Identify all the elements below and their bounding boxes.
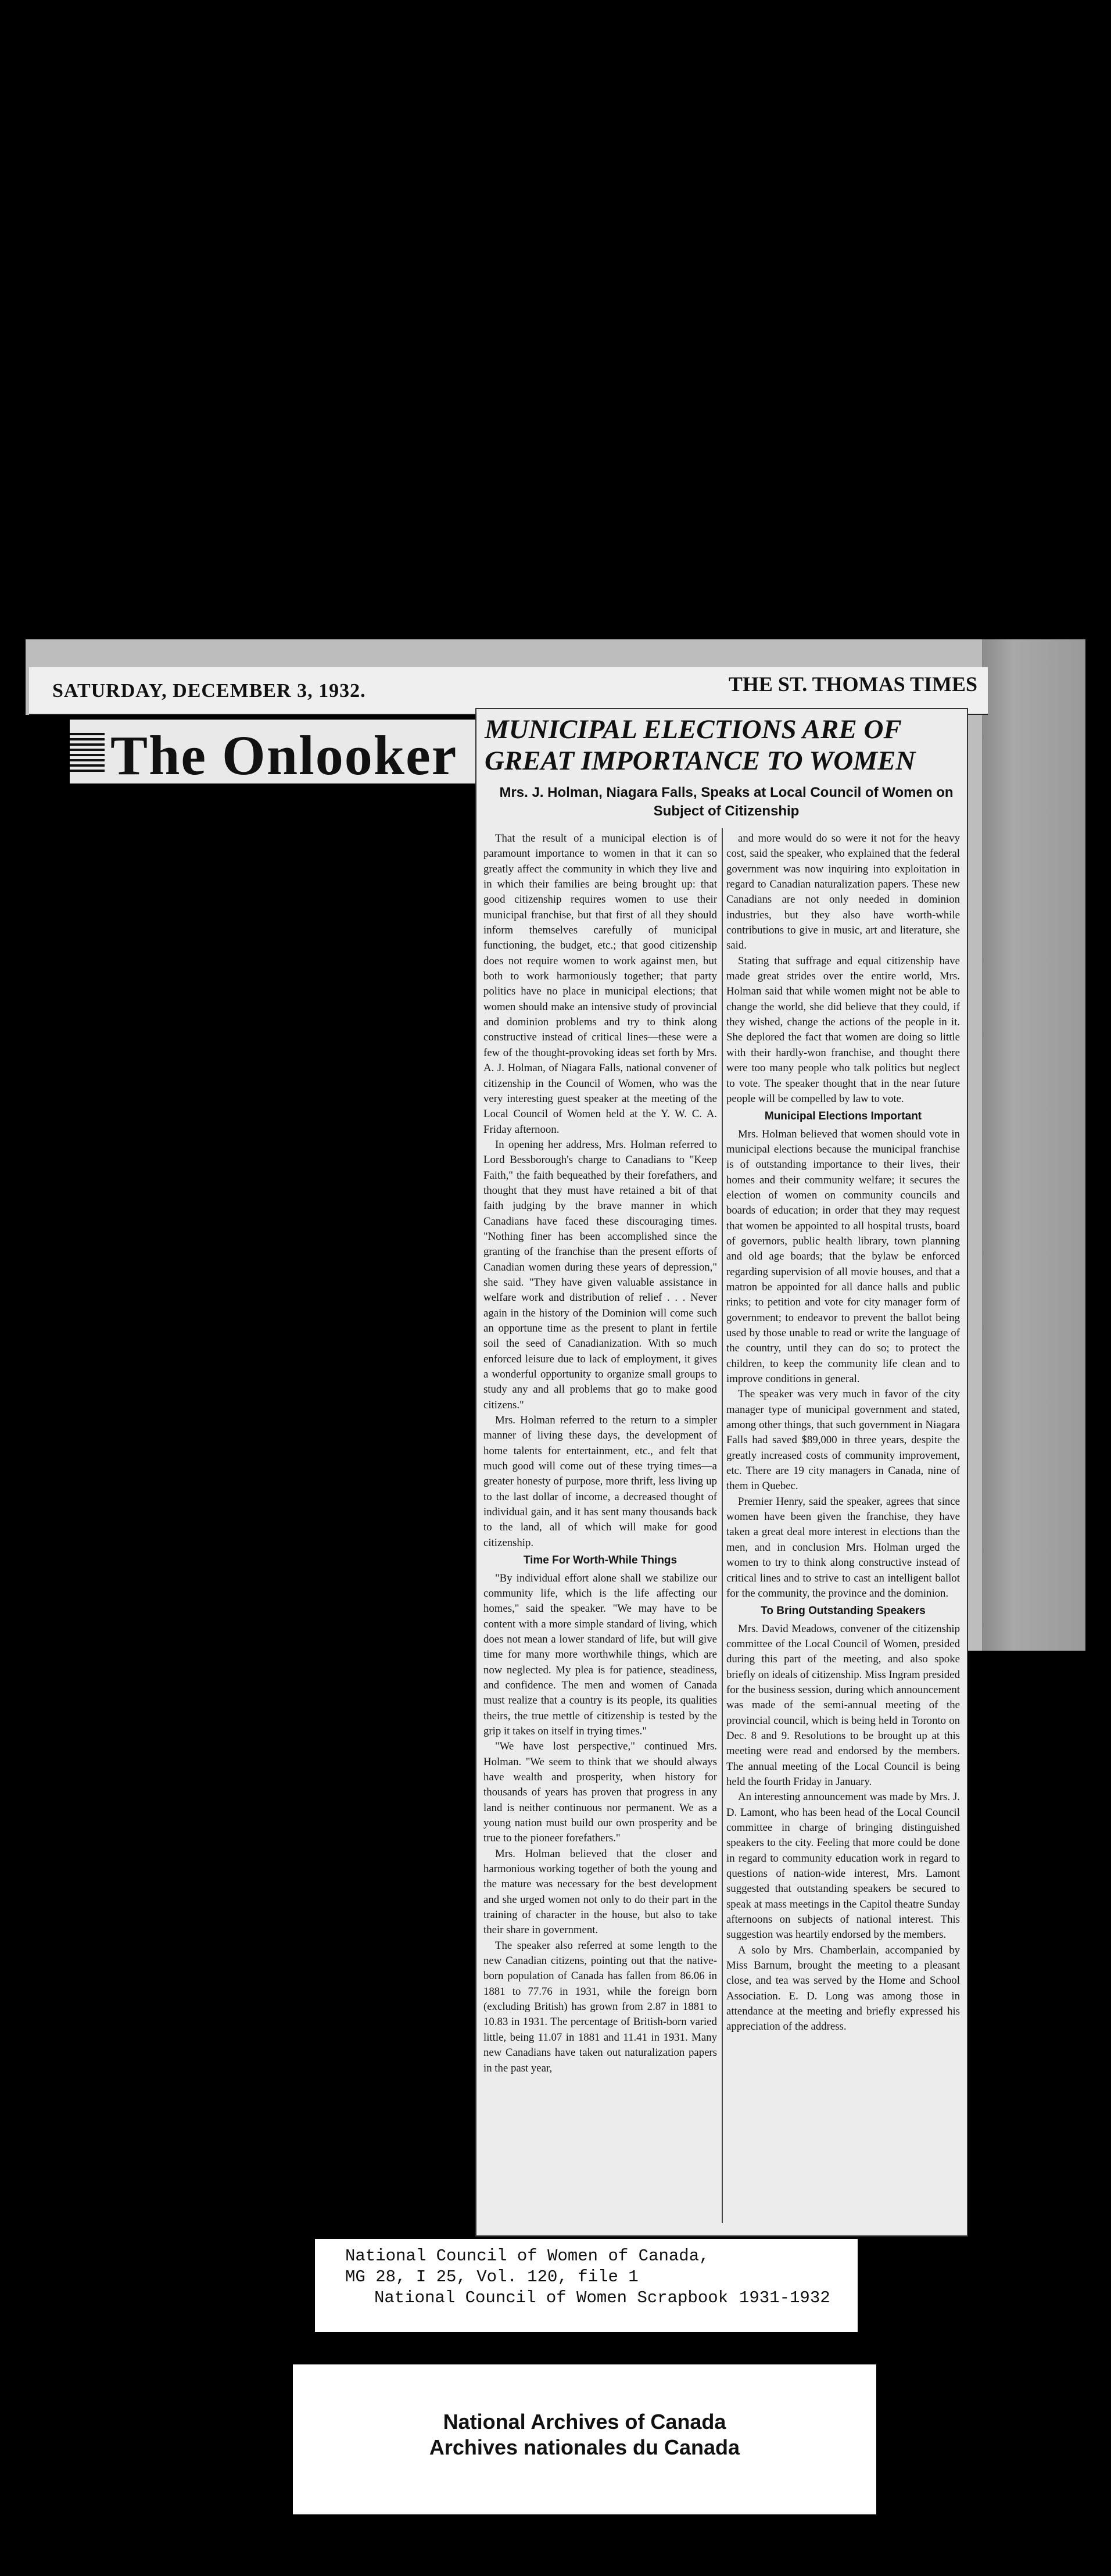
article-paragraph: A solo by Mrs. Chamberlain, accompanied by Miss Barnum, brought the meeting to a pleasant close, and tea was served by the Home and School Association. E. D. Long was among those in attendance at the meeting and briefly expressed his appreciation of the address. xyxy=(726,1944,960,2033)
archives-name-fr: Archives nationales du Canada xyxy=(429,2435,740,2459)
scrapbook-page-edge xyxy=(982,639,1085,1651)
article-column-right xyxy=(726,831,960,2035)
column-title: The Onlooker xyxy=(110,724,458,786)
catalog-label xyxy=(315,2239,858,2332)
article-headline: MUNICIPAL ELECTIONS ARE OF GREAT IMPORTANCE TO WOMEN xyxy=(485,714,916,776)
article-column-left xyxy=(483,831,717,2076)
black-mat xyxy=(0,715,475,1651)
article-clipping xyxy=(475,708,968,2237)
catalog-line-2: MG 28, I 25, Vol. 120, file 1 xyxy=(345,2267,639,2287)
article-paragraph: The speaker was very much in favor of the city manager type of municipal government and stated, among other things, that such government in Niagara Falls had saved $89,000 in three years, despite the greatly increased costs of community improvement, etc. There are 19 city managers in Canada, nine of them in Quebec. xyxy=(726,1388,960,1493)
column-divider xyxy=(722,828,723,2223)
catalog-line-3: National Council of Women Scrapbook xyxy=(374,2288,729,2307)
article-paragraph: Mrs. Holman referred to the return to a simpler manner of living these days, the development of home talents for entertainment, etc., and felt that much good will come out of these trying times—a greater honesty of purpose, more thrift, less living up to the last dollar of income, a decreased thought of individual gain, and it has sent many thousands back to the land, all of which will make for good citizenship. xyxy=(483,1414,717,1549)
section-heading: To Bring Outstanding Speakers xyxy=(761,1605,926,1618)
article-paragraph: Premier Henry, said the speaker, agrees that since women have been given the franchise, they have taken a great deal more interest in elections than the men, and in conclusion Mrs. Holman urged the women to try to think along constructive instead of critical lines and to strive to cast an intelligent ballot for the community, the province and the dominion. xyxy=(726,1495,960,1600)
section-heading: Municipal Elections Important xyxy=(764,1110,922,1123)
section-heading: Time For Worth-While Things xyxy=(523,1554,678,1567)
article-paragraph: Mrs. David Meadows, convener of the citizenship committee of the Local Council of Women, presided during this part of the meeting, and also spoke briefly on ideals of citizenship. Miss Ingram presided for the business session, during which announcement was made of the semi-annual meeting of the provincial council, which is being held in Toronto on Dec. 8 and 9. Resolutions to be brought up at this meeting were read and endorsed by the members. The annual meeting of the Local Council is being held the fourth Friday in January. xyxy=(726,1622,960,1788)
article-paragraph: That the result of a municipal election is of paramount importance to women in that it can so greatly affect the community in which they live and in which their families are being brought up: that good citizenship requires women to use their municipal franchise, but that first of all they should inform themselves carefully of municipal functioning, the budget, etc.; that good citizenship does not require women to work against men, but both to work harmoniously together; that party politics have no place in municipal elections; that women should make an intensive study of provincial and dominion problems and try to think along constructive instead of critical lines—these were a few of the thought-provoking ideas set forth by Mrs. A. J. Holman, of Niagara Falls, national convener of citizenship in the Council of Women, who was the very interesting guest speaker at the meeting of the Local Council of Women held at the Y. W. C. A. Friday afternoon. xyxy=(483,832,717,1136)
article-paragraph: Mrs. Holman believed that women should vote in municipal elections because the municipal franchise is of outstanding importance to their lives, their homes and their community welfare; it secures the election of women on community councils and boards of education; in order that they may request that women be appointed to all hospital trusts, board of governors, public health library, town planning and old age boards; that the bylaw be enforced regarding supervision of all movie houses, and that a matron be appointed for all dance halls and public rinks; to petition and vote for city manager form of government; to endeavor to prevent the ballot being used by those unable to read or write the language of the country, until they can do so; to protect the children, to keep the community life clean and to improve conditions in general. xyxy=(726,1128,960,1386)
newspaper-name: THE ST. THOMAS TIMES xyxy=(728,672,977,696)
banner-decoration xyxy=(70,731,105,772)
article-paragraph: An interesting announcement was made by Mrs. J. D. Lamont, who has been head of the Local Council committee in charge of bringing distinguished speakers to the city. Feeling that more could be done in regard to community education work in regard to questions of nation-wide interest, Mrs. Lamont suggested that outstanding speakers be secured to speak at mass meetings in the Capitol theatre Sunday afternoons on subjects of national interest. This suggestion was heartily endorsed by the members. xyxy=(726,1791,960,1941)
archives-label xyxy=(293,2364,876,2514)
article-paragraph: and more would do so were it not for the heavy cost, said the speaker, who explained that the federal government was now inquiring into exploitation in regard to Canadian naturalization papers. These new Canadians are not only needed in dominion industries, but they also have worth-while contributions to give in music, art and literature, she said. xyxy=(726,832,960,952)
archives-name-en: National Archives of Canada xyxy=(443,2410,726,2434)
catalog-years: 1931-1932 xyxy=(739,2288,830,2307)
article-paragraph: "We have lost perspective," continued Mrs. Holman. "We seem to think that we should always have wealth and prosperity, when history for thousands of years has proven that progress in any land is neither continuous nor permanent. We as a young nation must build our own prosperity and be true to the pioneer forefathers." xyxy=(483,1740,717,1845)
issue-date: SATURDAY, DECEMBER 3, 1932. xyxy=(52,680,366,702)
article-paragraph: Stating that suffrage and equal citizenship have made great strides over the entire world, Mrs. Holman said that while women might not be able to change the world, she did believe that they could, if they wished, change the actions of the people in it. She deplored the fact that women are doing so little with their hardly-won franchise, and thought there were too many people who talk politics but neglect to vote. The speaker thought that in the near future people will be compelled by law to vote. xyxy=(726,954,960,1105)
article-paragraph: "By individual effort alone shall we stabilize our community life, which is the life affecting our homes," said the speaker. "We may have to be content with a more simple standard of living, which does not mean a lower standard of life, but will give time for many more worthwhile things, which are now neglected. My plea is for patience, steadiness, and confidence. The men and women of Canada must realize that a country is its people, its qualities theirs, the true mettle of citizenship is tested by the grip it takes on itself in trying times." xyxy=(483,1572,717,1737)
article-paragraph: The speaker also referred at some length to the new Canadian citizens, pointing out that the native-born population of Canada has fallen from 86.06 in 1881 to 77.76 in 1931, while the foreign born (excluding British) has grown from 2.87 in 1881 to 10.83 in 1931. The percentage of British-born varied little, being 11.07 in 1881 and 11.41 in 1931. Many new Canadians have taken out naturalization papers in the past year, xyxy=(483,1939,717,2074)
catalog-line-1: National Council of Women of Canada, xyxy=(345,2246,709,2266)
article-paragraph: In opening her address, Mrs. Holman referred to Lord Bessborough's charge to Canadians to "Keep Faith," the faith bequeathed by their forefathers, and thought that they must have retained a bit of that faith judging by the brave manner in which Canadians have faced these discouraging times. "Nothing finer has been accomplished since the granting of the franchise than the present efforts of Canadian women during these years of depression," she said. "They have given valuable assistance in welfare work and distribution of relief . . . Never again in the history of the Dominion will come such an opportune time as the present to plant in fertile soil the seed of Canadianization. With so much enforced leisure due to lack of employment, it gives a wonderful opportunity to organize small groups to study any and all problems that go to make good citizens." xyxy=(483,1138,717,1411)
article-paragraph: Mrs. Holman believed that the closer and harmonious working together of both the young and the mature was necessary for the best development and she urged women not only to do their part in the training of character in the house, but also to take their share in government. xyxy=(483,1847,717,1937)
article-subheadline: Mrs. J. Holman, Niagara Falls, Speaks at Local Council of Women on Subject of Citizenship xyxy=(499,785,954,819)
onlooker-banner xyxy=(70,720,476,786)
